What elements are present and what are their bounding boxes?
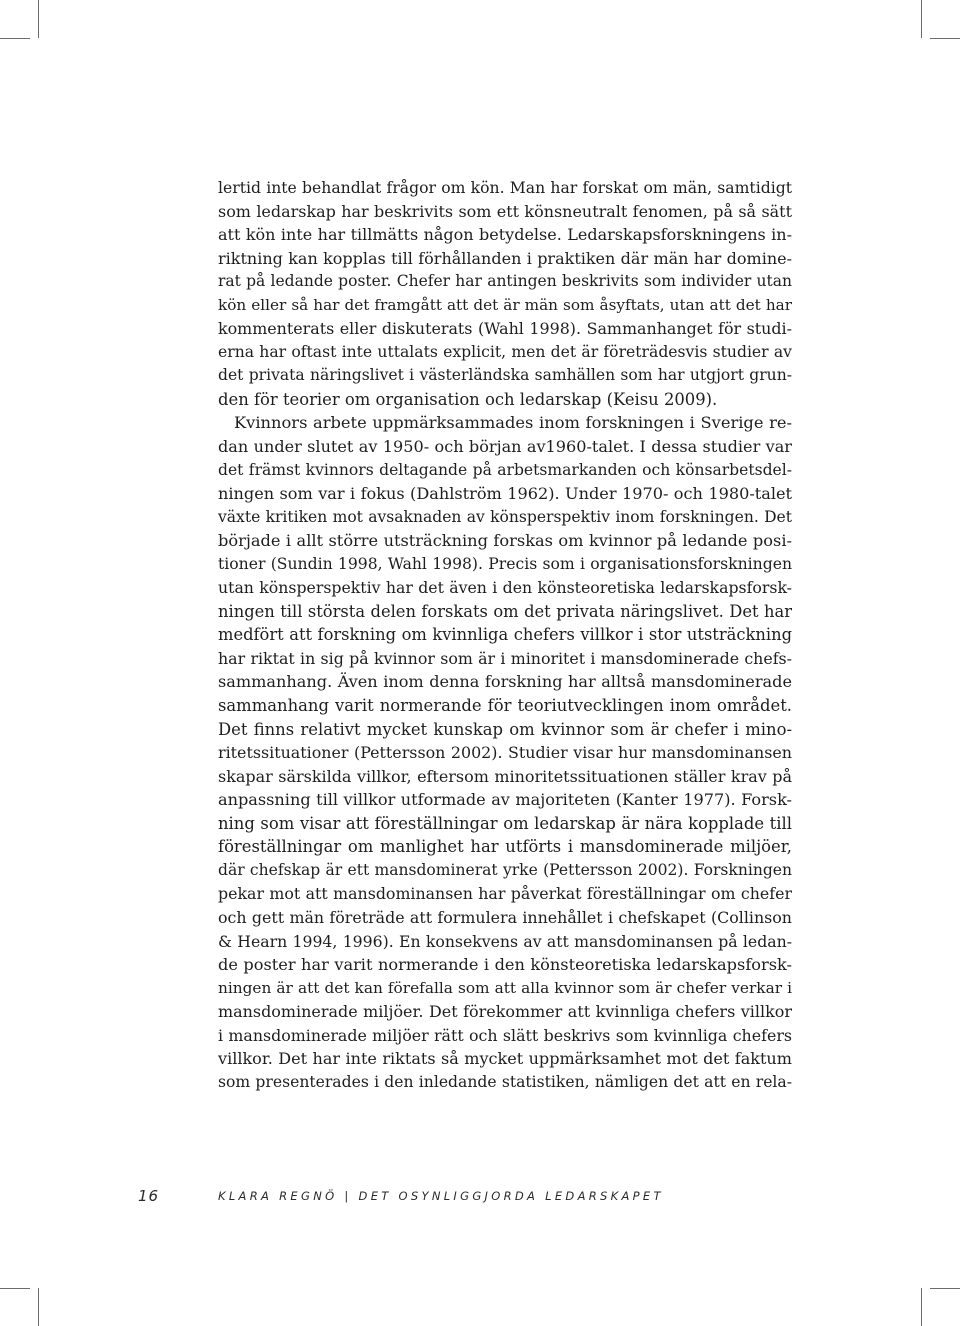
text-line: föreställningar om manlighet har utförts i mansdominerade miljöer, (218, 837, 792, 857)
text-line: dan under slutet av 1950- och början av1960-talet. I dessa studier var (218, 437, 792, 457)
text-line: de poster har varit normerande i den könsteoretiska ledarskapsforsk- (218, 955, 792, 975)
text-line: rat på ledande poster. Chefer har antingen beskrivits som individer utan (218, 272, 792, 291)
text-line: den för teorier om organisation och ledarskap (Keisu 2009). (218, 389, 718, 409)
text-line: sammanhang. Även inom denna forskning har alltså mansdominerade (218, 672, 792, 692)
text-line: lertid inte behandlat frågor om kön. Man har forskat om män, samtidigt (218, 178, 792, 197)
text-line: ningen som var i fokus (Dahlström 1962). Under 1970- och 1980-talet (218, 484, 792, 504)
text-line: Kvinnors arbete uppmärksammades inom forskningen i Sverige re- (234, 413, 792, 433)
text-line: kommenterats eller diskuterats (Wahl 1998). Sammanhanget för studi- (218, 319, 792, 339)
text-line: som ledarskap har beskrivits som ett könsneutralt fenomen, på så sätt (218, 201, 792, 221)
text-line: & Hearn 1994, 1996). En konsekvens av att mansdominansen på ledan- (218, 931, 792, 951)
text-line: som presenterades i den inledande statistiken, nämligen det att en rela- (218, 1072, 792, 1091)
body-text (218, 176, 792, 1094)
text-line: växte kritiken mot avsaknaden av könsperspektiv inom forskningen. Det (218, 507, 792, 526)
crop-mark-top-left-vertical (38, 0, 39, 38)
text-line: riktning kan kopplas till förhållanden i praktiken där män har domine- (218, 248, 792, 268)
page-number: 16 (138, 1187, 160, 1205)
text-line: erna har oftast inte uttalats explicit, men det är företrädesvis studier av (218, 342, 792, 361)
text-line: och gett män företräde att formulera innehållet i chefskapet (Collinson (218, 907, 792, 927)
crop-mark-top-left-horizontal (0, 38, 30, 39)
page-footer (138, 1186, 664, 1206)
text-line: där chefskap är ett mansdominerat yrke (Pettersson 2002). Forskningen (218, 860, 792, 879)
text-line: medfört att forskning om kvinnliga chefers villkor i stor utsträckning (218, 625, 792, 645)
running-head: KLARA REGNÖ | DET OSYNLIGGJORDA LEDARSKAPET (218, 1189, 664, 1203)
text-line: pekar mot att mansdominansen har påverkat föreställningar om chefer (218, 884, 792, 904)
text-line: Det finns relativt mycket kunskap om kvinnor som är chefer i mino- (218, 719, 792, 739)
crop-mark-top-right-vertical (921, 0, 922, 38)
text-line: ning som visar att föreställningar om ledarskap är nära kopplade till (218, 813, 792, 833)
text-line: ningen är att det kan förefalla som att alla kvinnor som är chefer verkar i (218, 978, 792, 997)
text-line: tioner (Sundin 1998, Wahl 1998). Precis som i organisationsforskningen (218, 554, 792, 573)
text-line: mansdominerade miljöer. Det förekommer att kvinnliga chefers villkor (218, 1002, 792, 1022)
text-line: att kön inte har tillmätts någon betydelse. Ledarskapsforskningens in- (218, 225, 792, 245)
text-line: ningen till största delen forskats om det privata näringslivet. Det har (218, 601, 792, 621)
text-line: sammanhang varit normerande för teoriutvecklingen inom området. (218, 696, 792, 716)
text-line: utan könsperspektiv har det även i den könsteoretiska ledarskapsforsk- (218, 578, 792, 598)
text-line: det privata näringslivet i västerländska samhällen som har utgjort grun- (218, 366, 792, 385)
crop-mark-bottom-right-vertical (921, 1288, 922, 1326)
text-line: det främst kvinnors deltagande på arbetsmarkanden och könsarbetsdel- (218, 460, 792, 479)
crop-mark-bottom-right-horizontal (930, 1288, 960, 1289)
text-line: skapar särskilda villkor, eftersom minoritetssituationen ställer krav på (218, 766, 792, 786)
text-line: i mansdominerade miljöer rätt och slätt beskrivs som kvinnliga chefers (218, 1025, 792, 1045)
text-line: har riktat in sig på kvinnor som är i minoritet i mansdominerade chefs- (218, 648, 792, 668)
text-line: villkor. Det har inte riktats så mycket uppmärksamhet mot det faktum (218, 1049, 792, 1069)
text-line: ritetssituationer (Pettersson 2002). Studier visar hur mansdominansen (218, 743, 792, 763)
crop-mark-top-right-horizontal (930, 38, 960, 39)
crop-mark-bottom-left-vertical (38, 1288, 39, 1326)
text-line: kön eller så har det framgått att det är män som åsyftats, utan att det har (218, 295, 792, 314)
crop-mark-bottom-left-horizontal (0, 1288, 30, 1289)
text-line: började i allt större utsträckning forskas om kvinnor på ledande posi- (218, 531, 792, 551)
text-line: anpassning till villkor utformade av majoriteten (Kanter 1977). Forsk- (218, 790, 792, 810)
